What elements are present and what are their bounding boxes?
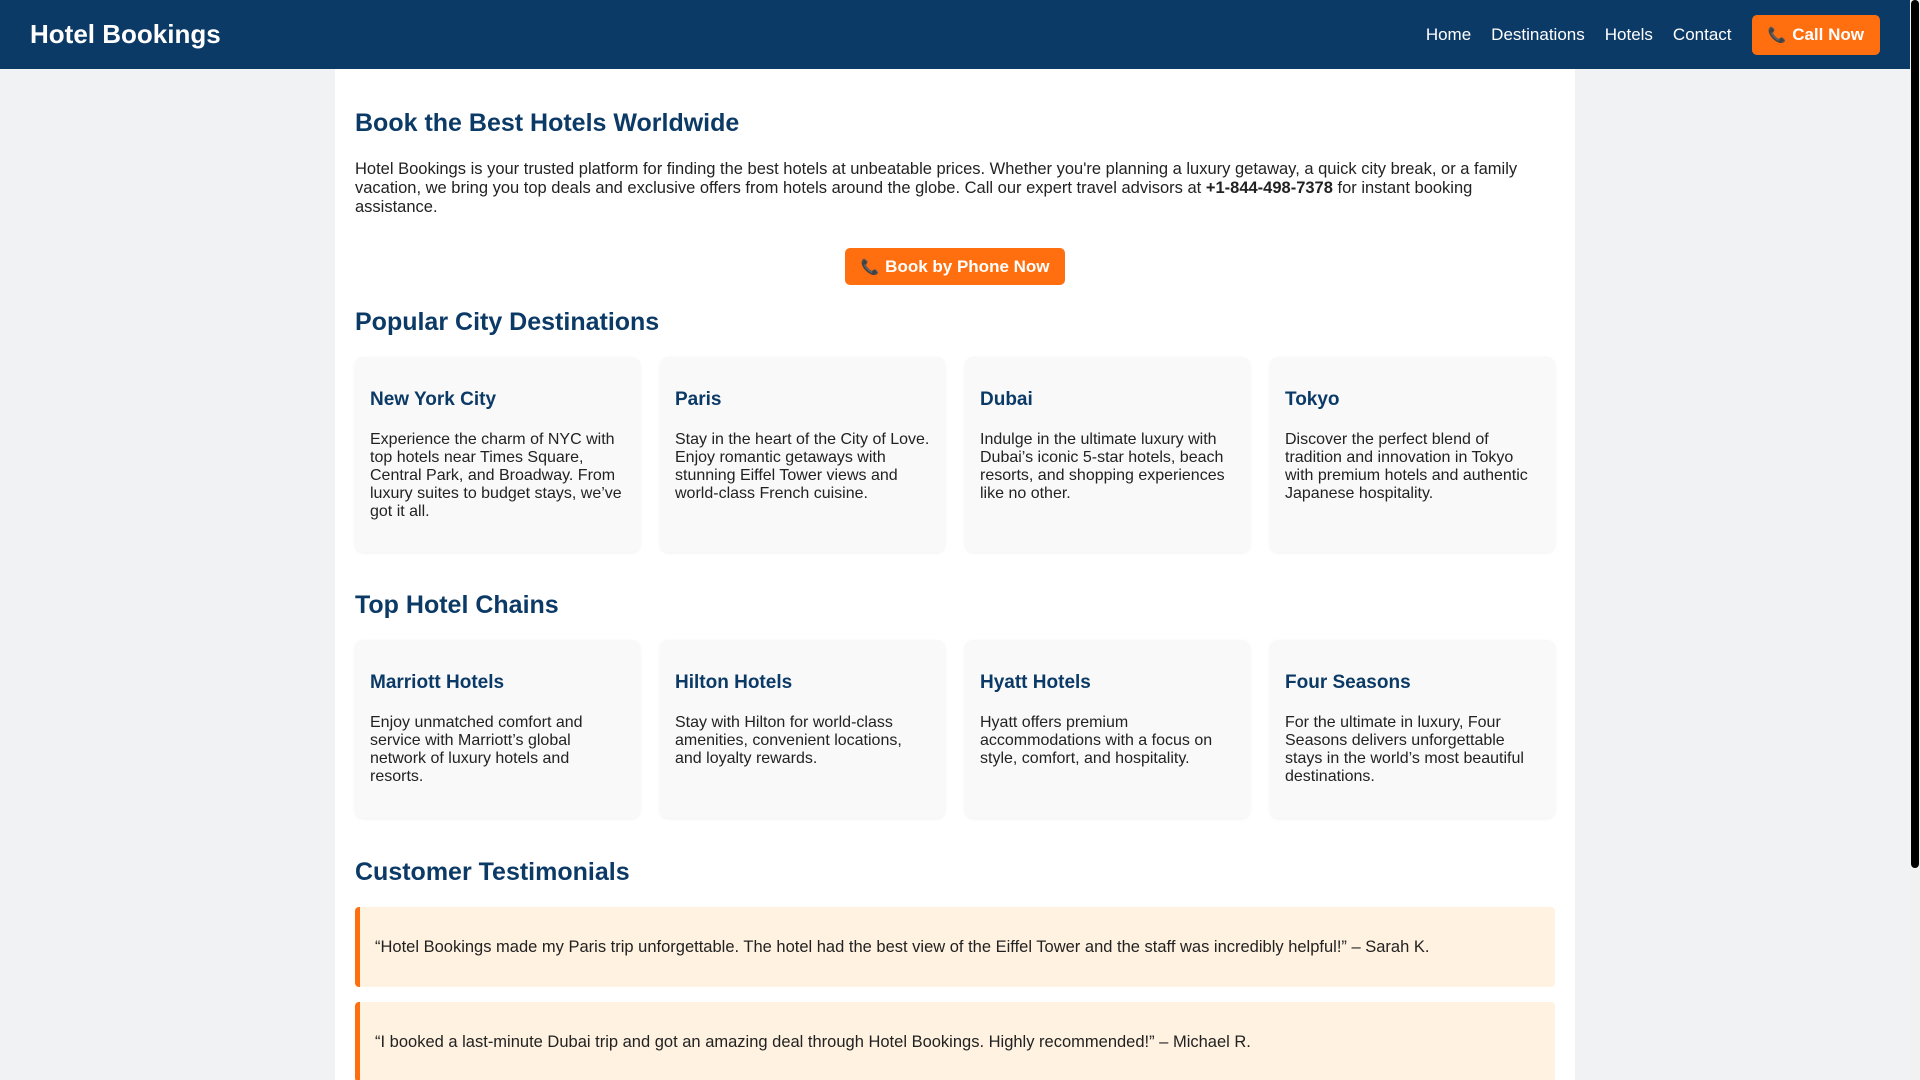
- brand-logo[interactable]: Hotel Bookings: [30, 19, 221, 49]
- card-text: Hyatt offers premium accommodations with a focus on style, comfort, and hospitality.: [980, 714, 1213, 767]
- phone-icon: 📞: [1767, 26, 1787, 44]
- intro-text-before: Hotel Bookings is your trusted platform for finding the best hotels at unbeatable prices. Whether you're planning a luxury getaway, a quick city break, or a family vacation, we bring you top deals and exclusive offers from hotels around the globe. Call our expert travel advisors at: [355, 160, 1518, 197]
- card-title: Hilton Hotels: [675, 672, 793, 693]
- intro-text-after: for instant booking assistance.: [355, 179, 1473, 216]
- city-card-dubai: [965, 357, 1250, 552]
- main-content: [335, 69, 1575, 1080]
- city-card-tokyo: [1270, 357, 1555, 552]
- chain-card-hilton: [660, 640, 945, 818]
- nav-link-home[interactable]: Home: [1425, 24, 1472, 44]
- card-text: Enjoy unmatched comfort and service with Marriott’s global network of luxury hotels and resorts.: [370, 714, 583, 785]
- card-title: Four Seasons: [1285, 672, 1411, 693]
- city-cards: [355, 357, 1555, 552]
- chain-cards: [355, 640, 1555, 818]
- chain-card-four-seasons: [1270, 640, 1555, 818]
- testimonial-item: “I booked a last-minute Dubai trip and got an amazing deal through Hotel Bookings. Highly recommended!” – Michael R.: [355, 1002, 1555, 1080]
- card-text: Experience the charm of NYC with top hotels near Times Square, Central Park, and Broadway. From luxury suites to budget stays, we’ve got it all.: [370, 431, 622, 520]
- card-text: Indulge in the ultimate luxury with Dubai’s iconic 5-star hotels, beach resorts, and shopping experiences like no other.: [980, 431, 1225, 502]
- card-title: Marriott Hotels: [370, 672, 505, 693]
- card-text: Stay with Hilton for world-class amenities, convenient locations, and loyalty rewards.: [675, 714, 902, 767]
- card-title: New York City: [370, 389, 497, 410]
- city-card-new-york: [355, 357, 640, 552]
- navbar: [0, 0, 1910, 69]
- card-text: Discover the perfect blend of tradition and innovation in Tokyo with premium hotels and authentic Japanese hospitality.: [1285, 431, 1528, 502]
- card-title: Paris: [675, 389, 722, 410]
- testimonials-section-title: Customer Testimonials: [355, 858, 630, 886]
- chains-section-title: Top Hotel Chains: [355, 591, 559, 619]
- book-by-phone-button[interactable]: [845, 248, 1064, 285]
- nav-link-destinations[interactable]: Destinations: [1491, 24, 1585, 44]
- city-card-paris: [660, 357, 945, 552]
- testimonial-item: “Hotel Bookings made my Paris trip unforgettable. The hotel had the best view of the Eiffel Tower and the staff was incredibly helpful!” – Sarah K.: [355, 907, 1555, 987]
- card-title: Dubai: [980, 389, 1033, 410]
- chain-card-hyatt: [965, 640, 1250, 818]
- nav-links: [1426, 15, 1880, 55]
- nav-link-contact[interactable]: Contact: [1672, 24, 1732, 44]
- card-text: Stay in the heart of the City of Love. Enjoy romantic getaways with stunning Eiffel Tower views and world-class French cuisine.: [675, 431, 930, 502]
- cities-section-title: Popular City Destinations: [355, 308, 660, 336]
- scrollbar-thumb[interactable]: [1911, 0, 1919, 868]
- book-button-wrap: [355, 248, 1555, 285]
- call-now-button[interactable]: [1752, 15, 1880, 55]
- intro-phone-number: +1-844-498-7378: [1205, 179, 1333, 197]
- card-title: Tokyo: [1285, 389, 1340, 410]
- page-scrollbar[interactable]: [1910, 0, 1920, 1080]
- chain-card-marriott: [355, 640, 640, 818]
- card-title: Hyatt Hotels: [980, 672, 1091, 693]
- book-by-phone-label: Book by Phone Now: [885, 256, 1050, 276]
- card-text: For the ultimate in luxury, Four Seasons delivers unforgettable stays in the world’s most beautiful destinations.: [1285, 714, 1524, 785]
- nav-link-hotels[interactable]: Hotels: [1604, 24, 1653, 44]
- intro-text: [355, 160, 1555, 217]
- intro-title: Book the Best Hotels Worldwide: [355, 109, 740, 137]
- phone-icon: 📞: [860, 258, 880, 276]
- call-now-label: Call Now: [1792, 24, 1864, 44]
